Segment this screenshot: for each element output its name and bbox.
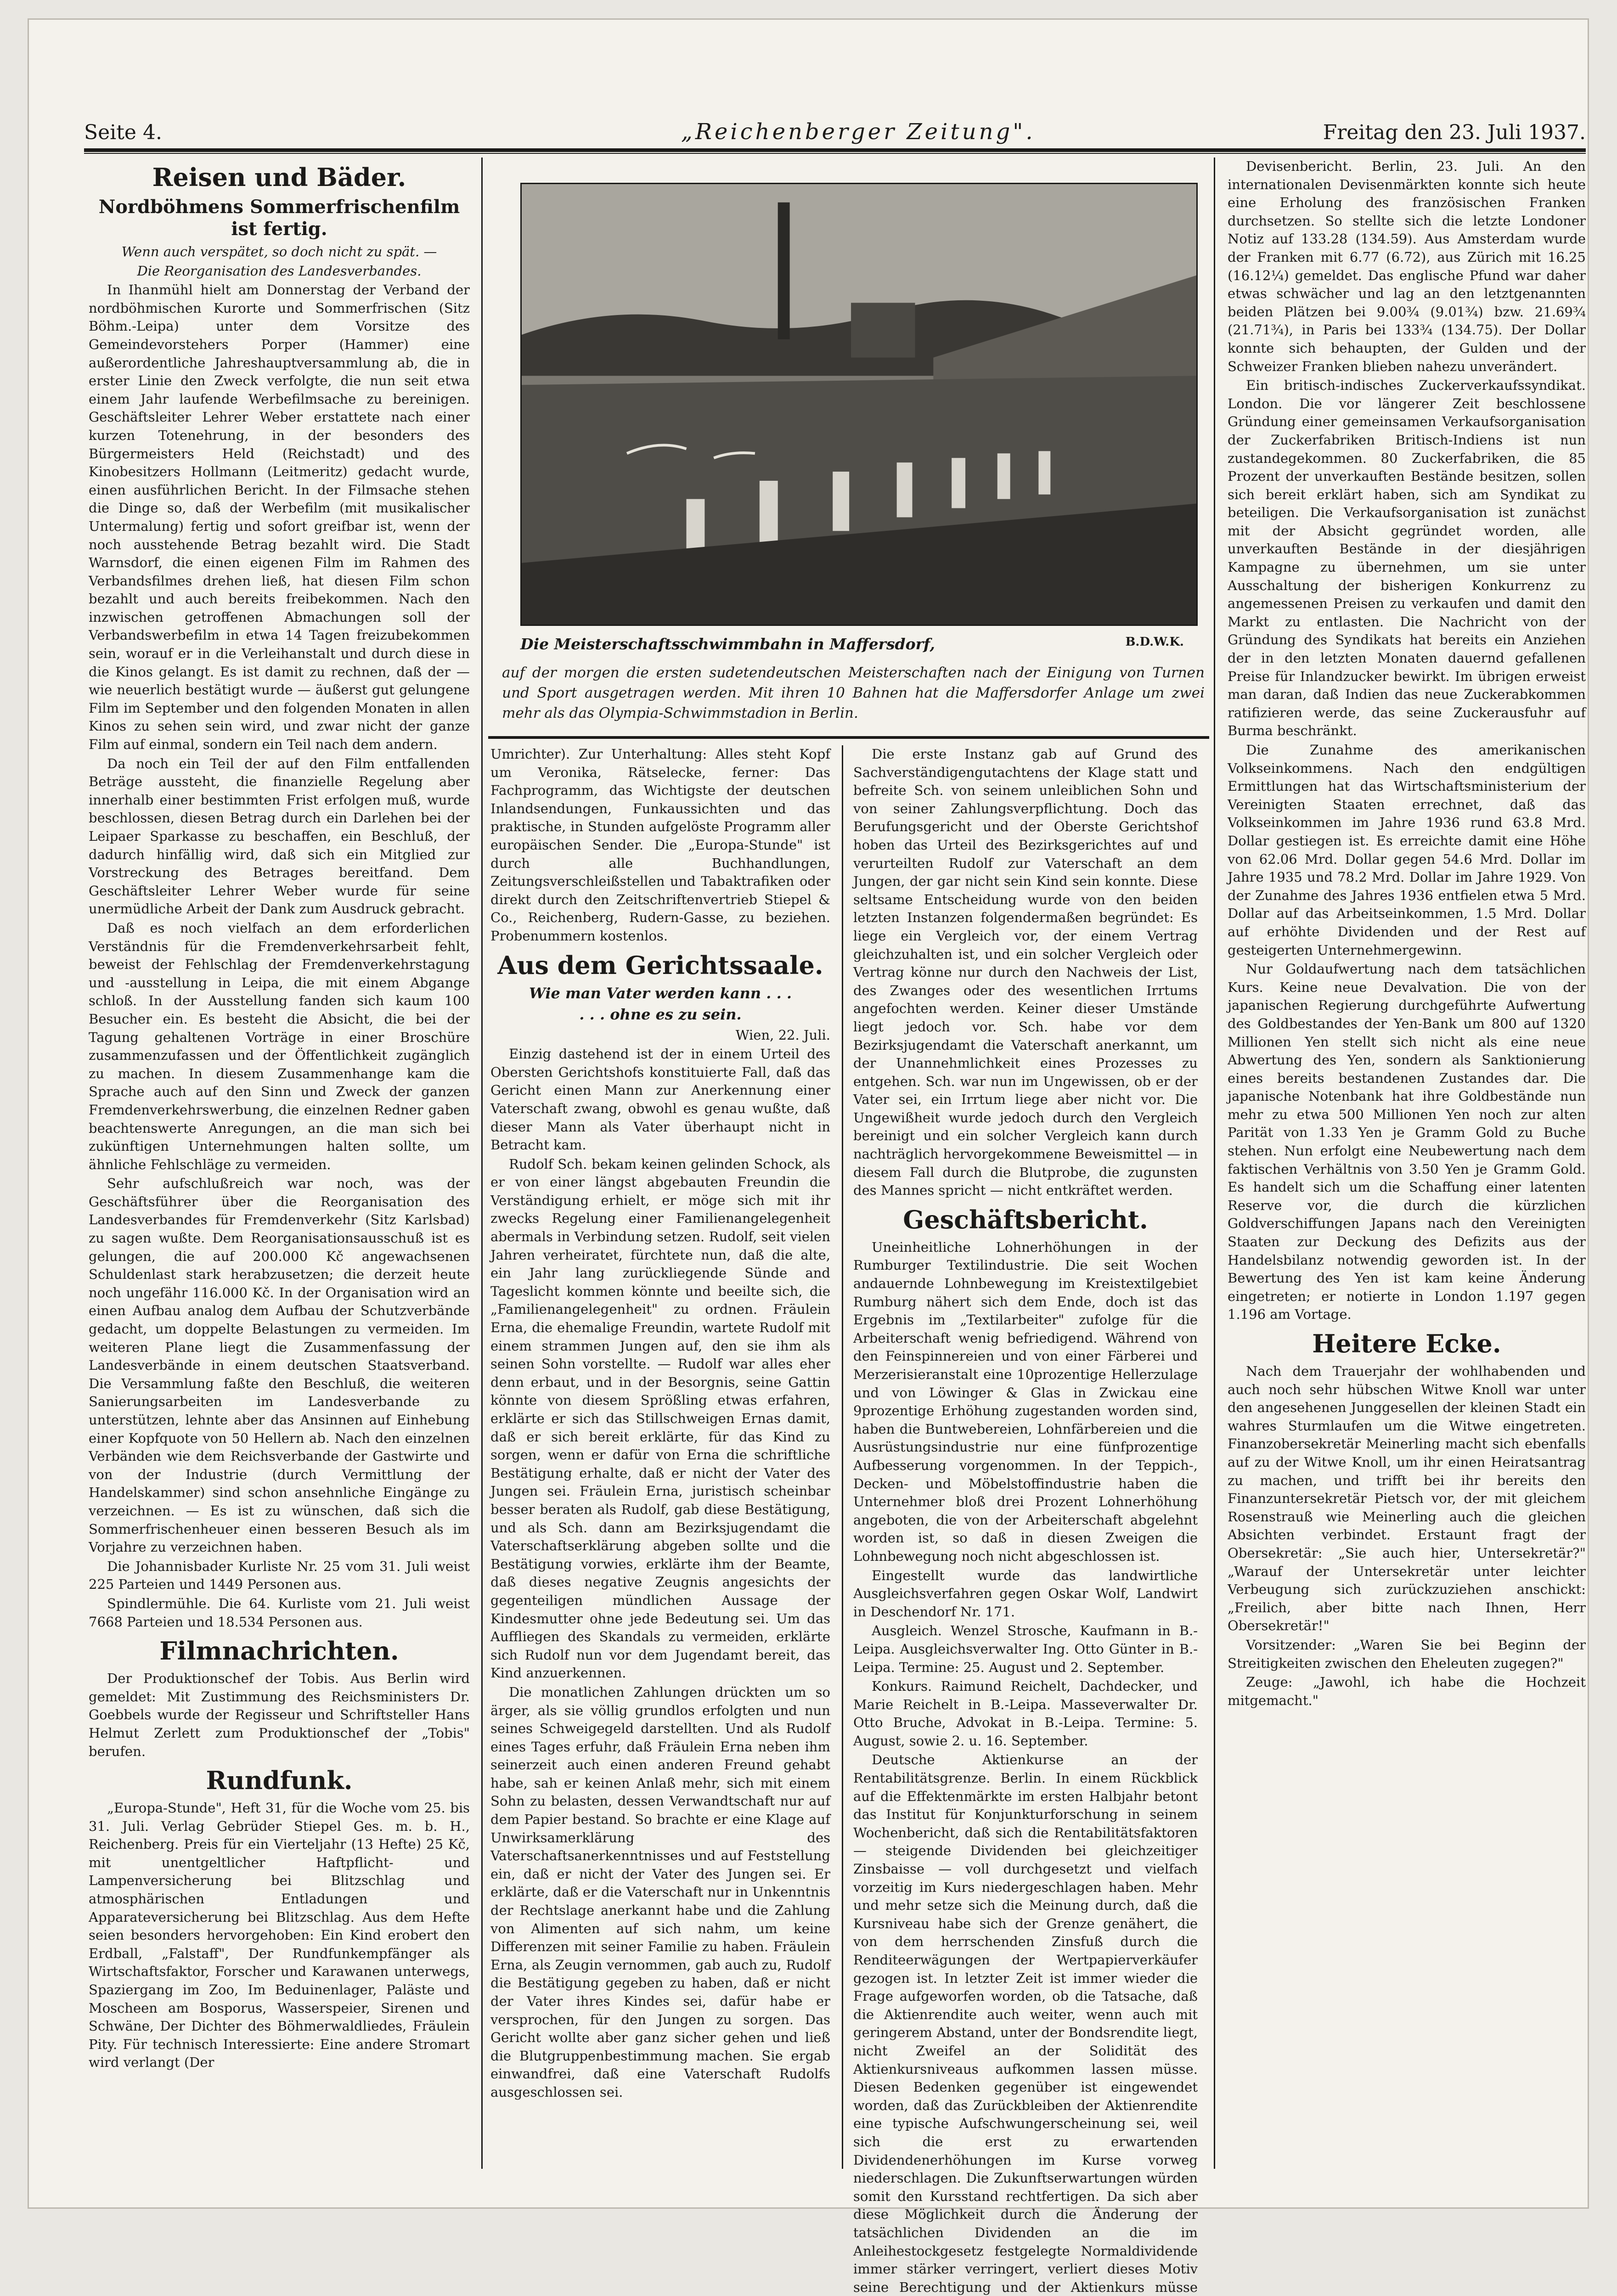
issue-date: Freitag den 23. Juli 1937. bbox=[1323, 121, 1586, 144]
paragraph: Da noch ein Teil der auf den Film entfallenden Beträge aussteht, die finanzielle Regelung aber innerhalb einer bestimmten Frist erfolgen muß, wurde beschlossen, diesen Betrag durch ein Darlehen bei der Leipaer Sparkasse zu beschaffen, ein Beschluß, der dadurch hinfällig wird, daß sich ein Mitglied zur Vorstreckung des Betrages bereitfand. Dem Geschäftsleiter Lehrer Weber wurde für seine unermüdliche Arbeit der Dank zum Ausdruck gebracht. bbox=[89, 755, 470, 917]
subhead-travel-2: Die Reorganisation des Landesverbandes. bbox=[137, 263, 422, 279]
paragraph: Ausgleich. Wenzel Strosche, Kaufmann in B.-Leipa. Ausgleichsverwalter Ing. Otto Günter in B.-Leipa. Termine: 25. August und 2. September. bbox=[853, 1623, 1198, 1675]
newspaper-page bbox=[28, 18, 1589, 2295]
paragraph: Daß es noch vielfach an dem erforderlichen Verständnis für die Fremdenverkehrsarbeit fehlt, beweist der Fehlschlag der Fremdenverkehrstagung und -ausstellung in Leipa, die mit einem Abgange schloß. In der Ausstellung fanden sich kaum 100 Besucher ein. Es besteht die Absicht, die bei der Tagung gehaltenen Vorträge in einer Broschüre zusammenzufassen und der Öffentlichkeit zugänglich zu machen. In diesem Zusammenhange kam die Sprache auch auf den Sinn und Zweck der ganzen Fremdenverkehrswerbung, die einzelnen Redner gaben beachtenswerte Anregungen, an die man sich bei zukünftigen Unternehmungen halten sollte, um ähnliche Fehlschläge zu vermeiden. bbox=[89, 920, 470, 1172]
photo-bottom-rule bbox=[488, 736, 1209, 739]
paragraph: Deutsche Aktienkurse an der Rentabilitätsgrenze. Berlin. In einem Rückblick auf die Effektenmärkte im ersten Halbjahr betont das Institut für Konjunkturforschung in seinem Wochenbericht, daß sich die Rentabilitätsfaktoren — steigende Dividenden bei gleichzeitiger Zinsbaisse — voll durchgesetzt und vielfach vorzeitig im Kurs niedergeschlagen haben. Mehr und mehr setze sich die Meinung durch, daß die Kursniveau habe sich der Grenze genähert, die von dem herrschenden Zinsfuß durch die Renditeerwägungen der Wertpapierverkäufer gezogen ist. In letzter Zeit ist immer wieder die Frage aufgeworfen worden, ob die Tatsache, daß die Aktienrendite auch weiter, wenn auch mit geringerem Abstand, unter der Bondsrendite liegt, nicht Zweifel an der Solidität des Aktienkursniveaus aufkommen lassen müsse. Diesen Bedenken gegenüber ist eingewendet worden, daß das Zurückbleiben der Aktienrendite eine typische Aufschwungerscheinung sei, weil sich die erst zu erwartenden Dividendenerhöhungen im Kurse vorweg niederschlagen. Die Zukunftserwartungen würden somit den Kursstand rechtfertigen. Da sich aber diese Möglichkeit durch die Änderung der tatsächlichen Dividenden an die im Anleihestockgesetz festgelegte Normaldividende immer stärker verringert, verliert dieses Motiv seine Berechtigung und der Aktienkurs müsse bbox=[853, 1752, 1198, 2295]
column-divider bbox=[842, 745, 843, 2169]
court-subhead: Wie man Vater werden kann . . . bbox=[529, 984, 792, 1002]
paragraph: Rudolf Sch. bekam keinen gelinden Schock, als er von einer längst abgebauten Freundin die Verständigung erhielt, er möge sich mit ihr zwecks Regelung einer Familienangelegenheit abermals in Verbindung setzen. Rudolf, seit vielen Jahren verheiratet, fürchtete nun, daß die alte, ein Jahr lang zurückliegende Sünde and Tageslicht kommen könnte und beeilte sich, die „Familienangelegenheit" zu ordnen. Fräulein Erna, die ehemalige Freundin, wartete Rudolf mit einem strammen Jungen auf, den sie ihm als seinen Sohn vorstellte. — Rudolf war alles eher denn erbaut, und in der Besorgnis, seine Gattin könnte von diesem Sprößling etwas erfahren, erklärte er sich das Stillschweigen Ernas damit, daß er sich bereit erklärte, für das Kind zu sorgen, wenn er dafür von Erna die schriftliche Bestätigung erhalte, daß er nicht der Vater des Jungen sei. Fräulein Erna, juristisch scheinbar besser beraten als Rudolf, gab diese Bestätigung, und als Sch. dann am Bezirksjugendamt die Vaterschaftserklärung abgeben sollte und die Bestätigung vorwies, erklärte ihm der Beamte, daß dieses negative Zeugnis angesichts der gegenteiligen mündlichen Aussage der Kindesmutter ohne jede Bedeutung sei. Um das Auffliegen des Skandals zu vermeiden, erklärte sich Rudolf nun vor dem Jugendamt bereit, das Kind anzuerkennen. bbox=[490, 1156, 830, 1681]
paragraph: Sehr aufschlußreich war noch, was der Geschäftsführer über die Reorganisation des Landesverbandes für Fremdenverkehr (Sitz Karlsbad) zu sagen wußte. Dem Reorganisationsausschuß ist es gelungen, die auf 200.000 Kč angewachsenen Schuldenlast stark herabzusetzen; die derzeit heute noch ungefähr 116.000 Kč. In der Organisation wird an einen Aufbau analog dem Aufbau der Schutzverbände gedacht, um doppelte Belastungen zu vermeiden. Im weiteren Plane liegt die Zusammenfassung der Landesverbände in einem deutschen Staatsverband. Die Versammlung faßte den Beschluß, die weiteren Sanierungsarbeiten im Landesverbande zu unterstützen, lehnte aber das Ansinnen auf Einhebung einer Kopfquote von 50 Hellern ab. Nach den einzelnen Verbänden wie dem Reichsverbande der Gastwirte und von der Industrie (durch Vermittlung der Handelskammer) sind schon ansehnliche Eingänge zu verzeichnen. — Es ist zu wünschen, daß sich die Sommerfrischenheuer einen besseren Besuch als im Vorjahre zu verzeichnen haben. bbox=[89, 1176, 470, 1555]
paragraph: Vorsitzender: „Waren Sie bei Beginn der Streitigkeiten zwischen den Eheleuten zugegen?" bbox=[1228, 1637, 1586, 1671]
paragraph: In Ihanmühl hielt am Donnerstag der Verband der nordböhmischen Kurorte und Sommerfrischen (Sitz Böhm.-Leipa) unter dem Vorsitze des Gemeindevorstehers Porper (Hammer) eine außerordentliche Jahreshauptversammlung ab, die in erster Linie den Zweck verfolgte, die nun seit etwa einem Jahr laufende Werbefilmsache zu bereinigen. Geschäftsleiter Lehrer Weber erstattete nach einer kurzen Totenehrung, in der besonders des Bürgermeisters Held (Reichstadt) und des Kinobesitzers Hollmann (Leitmeritz) gedacht wurde, einen ausführlichen Bericht. In der Filmsache stehen die Dinge so, daß der Werbefilm (mit musikalischer Untermalung) fertig und sofort greifbar ist, wenn der noch ausstehende Betrag bezahlt wird. Die Stadt Warnsdorf, die einen eigenen Film im Rahmen des Verbandsfilmes drehen ließ, hat diesen Film schon bezahlt und auch bereits freibekommen. Nach den inzwischen getroffenen Abmachungen soll der Verbandswerbefilm in etwa 14 Tagen freizubekommen sein, worauf er in die Verleihanstalt und durch diese in die Kinos gelangt. Es ist damit zu rechnen, daß der — wie neuerlich bestätigt wurde — äußerst gut gelungene Film im September und den folgenden Monaten in allen Kinos zu sehen sein wird, und zwar nicht der ganze Film auf einmal, sondern ein Teil nach dem andern. bbox=[89, 282, 470, 753]
headline-travel: Nordböhmens Sommerfrischenfilm ist fertig. bbox=[98, 196, 460, 240]
column-divider bbox=[1214, 158, 1215, 2169]
paragraph: Konkurs. Raimund Reichelt, Dachdecker, und Marie Reichelt in B.-Leipa. Masseverwalter Dr. Otto Bruche, Advokat in B.-Leipa. Termine: 5. August, sowie 2. u. 16. September. bbox=[853, 1678, 1198, 1749]
section-heading-business: Geschäftsbericht. bbox=[903, 1204, 1148, 1234]
paragraph: Nur Goldaufwertung nach dem tatsächlichen Kurs. Keine neue Devalvation. Die von der japanischen Regierung durchgeführte Aufwertung des Goldbestandes der Yen-Bank um 800 auf 1320 Millionen Yen stellt sich nicht als eine neue Abwertung des Yen, sondern als Sanktionierung eines bereits bestandenen Zustandes dar. Die japanische Notenbank hat ihre Goldbestände nun mehr zu etwa 500 Millionen Yen noch zur alten Parität von 1.33 Yen je Gramm Gold zu Buche stehen. Nun erfolgt eine Neubewertung nach dem faktischen Verhältnis von 3.50 Yen je Gramm Gold. Es handelt sich um die Schaffung einer latenten Reserve vor, die durch die kürzlichen Goldverschiffungen Japans nach den Vereinigten Staaten zur Deckung des Defizits aus der Handelsbilanz notwendig geworden ist. In der Bewertung des Yen ist kam keine Änderung eingetreten; er notierte in London 1.197 gegen 1.196 am Vortage. bbox=[1228, 961, 1586, 1322]
paragraph: Nach dem Trauerjahr der wohlhabenden und auch noch sehr hübschen Witwe Knoll war unter den angesehenen Junggesellen der kleinen Stadt ein wahres Sturmlaufen um die Witwe eingetreten. Finanzobersekretär Meinerling macht sich ebenfalls auf zu der Witwe Knoll, um ihr einen Heiratsantrag zu machen, und trifft bei ihr bereits den Finanzuntersekretär Pietsch vor, der mit gleichem Rosenstrauß wie Meinerling auch die gleichen Absichten verbindet. Erstaunt fragt der Obersekretär: „Sie auch hier, Untersekretär?" „Warauf der Untersekretär unter leichter Verbeugung sich zurückzuziehen anschickt: „Freilich, aber bitte nach Ihnen, Herr Obersekretär!" bbox=[1228, 1363, 1586, 1634]
court-dateline: Wien, 22. Juli. bbox=[735, 1027, 830, 1043]
page-header bbox=[84, 116, 1586, 148]
section-heading-court: Aus dem Gerichtssaale. bbox=[497, 950, 823, 980]
column-1 bbox=[89, 158, 470, 2169]
notice: Spindlermühle. Die 64. Kurliste vom 21. Juli weist 7668 Parteien und 18.534 Personen aus. bbox=[89, 1595, 470, 1630]
paragraph: Die monatlichen Zahlungen drückten um so ärger, als sie völlig grundlos erfolgten und nun seines Schweigegeld darstellten. Und als Rudolf eines Tages erfuhr, daß Fräulein Erna neben ihm seinerzeit auch einen anderen Freund gehabt habe, sah er keinen Anlaß mehr, sich mit einem Sohn zu belasten, dessen Verwandtschaft nur auf dem Papier bestand. So brachte er eine Klage auf Unwirksamerklärung des Vaterschaftsanerkenntnisses und auf Feststellung ein, daß er nicht der Vater des Jungen sei. Er erklärte, daß er die Vaterschaft nur in Unkenntnis der Rechtslage anerkannt habe und die Zahlung von Alimenten auf sich nahm, um keine Differenzen mit seiner Familie zu haben. Fräulein Erna, als Zeugin vernommen, gab auch zu, Rudolf die Bestätigung gegeben zu haben, daß er nicht der Vater ihres Kindes sei, dafür habe er versprochen, für den Jungen zu sorgen. Das Gericht wollte aber ganz sicher gehen und ließ die Blutgruppenbestimmung machen. Sie ergab einwandfrei, daß eine Vaterschaft Rudolfs ausgeschlossen sei. bbox=[490, 1684, 830, 2100]
paragraph: Eingestellt wurde das landwirtliche Ausgleichsverfahren gegen Oskar Wolf, Landwirt in Deschendorf Nr. 171. bbox=[853, 1567, 1198, 1620]
swimming-pool-photo bbox=[520, 183, 1198, 626]
section-heading-humor: Heitere Ecke. bbox=[1312, 1329, 1501, 1358]
page-number: Seite 4. bbox=[84, 121, 162, 144]
subhead-travel: Wenn auch verspätet, so doch nicht zu spät. — bbox=[121, 244, 437, 259]
newspaper-title: „Reichenberger Zeitung". bbox=[681, 119, 1036, 145]
paragraph: Der Produktionschef der Tobis. Aus Berlin wird gemeldet: Mit Zustimmung des Reichsministers Dr. Goebbels wurde der Regisseur und Schriftsteller Hans Helmut Zerlett zum Produktionschef der „Tobis" berufen. bbox=[89, 1671, 470, 1759]
paragraph: Zeuge: „Jawohl, ich habe die Hochzeit mitgemacht." bbox=[1228, 1674, 1586, 1708]
paragraph: Ein britisch-indisches Zuckerverkaufssyndikat. London. Die vor längerer Zeit beschlossene Gründung einer gemeinsamen Verkaufsorganisation der Zuckerfabriken Britisch-Indiens ist nun zustandegekommen. 80 Zuckerfabriken, die 85 Prozent der unverkauften Bestände besitzen, sollen sich bereit erklärt haben, sich am Syndikat zu beteiligen. Die Verkaufsorganisation ist zunächst mit der Absicht gegründet worden, alle unverkauften Bestände in der diesjährigen Kampagne zu übernehmen, um sie unter Ausschaltung der bisherigen Konkurrenz zu angemessenen Preisen zu verkaufen und damit den Markt zu entlasten. Die Nachricht von der Gründung des Syndikats hat bereits ein Anziehen der in den letzten Monaten dauernd gefallenen Preise für Inlandzucker bewirkt. Im übrigen erweist man daran, daß Indien das neue Zuckerabkommen ratifizieren werde, das seine Zuckerausfuhr auf Burma beschränkt. bbox=[1228, 377, 1586, 739]
section-heading-radio: Rundfunk. bbox=[206, 1766, 353, 1795]
column-divider bbox=[481, 158, 483, 2169]
photo-description: auf der morgen die ersten sudetendeutschen Meisterschaften nach der Einigung von Turnen und Sport ausgetragen werden. Mit ihren 10 Bahnen hat die Maffersdorfer Anlage um zwei mehr als das Olympia-Schwimmstadion in Berlin. bbox=[502, 664, 1205, 721]
paragraph: Umrichter). Zur Unterhaltung: Alles steht Kopf um Veronika, Rätselecke, ferner: Das Fachprogramm, das Wichtigste der deutschen Inlandsendungen, Funkaussichten und das praktische, in Stunden aufgelöste Programm aller europäischen Sender. Die „Europa-Stunde" ist durch alle Buchhandlungen, Zeitungsverschleißstellen und Tabaktrafiken oder direkt durch den Zeitschriftenvertrieb Stiepel & Co., Reichenberg, Rudern-Gasse, zu beziehen. Probenummern kostenlos. bbox=[490, 746, 830, 944]
caption-text: Die Meisterschaftsschwimmbahn in Maffersdorf, bbox=[520, 635, 935, 653]
notice: Die Johannisbader Kurliste Nr. 25 vom 31. Juli weist 225 Parteien und 1449 Personen aus. bbox=[89, 1558, 470, 1593]
header-rule bbox=[84, 148, 1586, 154]
photo-caption bbox=[520, 635, 1198, 653]
paragraph: Die Zunahme des amerikanischen Volkseinkommens. Nach den endgültigen Ermittlungen hat das Wirtschaftsministerium der Vereinigten Staaten errechnet, daß das Volkseinkommen im Jahre 1936 rund 63.8 Mrd. Dollar gestiegen ist. Es erreichte damit eine Höhe von 62.06 Mrd. Dollar gegen 54.6 Mrd. Dollar im Jahre 1935 und 78.2 Mrd. Dollar im Jahre 1929. Von der Zunahme des Jahres 1936 entfielen etwa 5 Mrd. Dollar auf das Arbeitseinkommen, 1.5 Mrd. Dollar auf erhöhte Dividenden und der Rest auf gesteigerten Unternehmergewinn. bbox=[1228, 742, 1586, 958]
paragraph: Die erste Instanz gab auf Grund des Sachverständigengutachtens der Klage statt und befreite Sch. von seinem unleiblichen Sohn und von seiner Zahlungsverpflichtung. Doch das Berufungsgericht und der Oberste Gerichtshof hoben das Urteil des Bezirksgerichtes auf und verurteilten Rudolf zur Vaterschaft an dem Jungen, der gar nicht sein Kind sein konnte. Diese seltsame Entscheidung wurde von den beiden letzten Instanzen folgendermaßen begründet: Es liege ein Vergleich vor, der einem Vertrag gleichzuhalten ist, und ein solcher Vergleich oder Vertrag könne nur durch den Nachweis der List, des Zwanges oder des wesentlichen Irrtums angefochten werden. Keiner dieser Umstände liegt jedoch vor. Sch. habe vor dem Bezirksjugendamt die Vaterschaft anerkannt, um der Unannehmlichkeit eines Prozesses zu entgehen. Sch. war nun im Ungewissen, ob er der Vater sei, ein Irrtum liege aber nicht vor. Die Ungewißheit wurde jedoch durch den Vergleich bereinigt und ein solcher Vergleich kann durch nachträglich hervorgekommene Beweismittel — in diesem Fall durch die Blutprobe, die zugunsten des Mannes spricht — nicht entkräftet werden. bbox=[853, 746, 1198, 1199]
section-heading-film: Filmnachrichten. bbox=[159, 1636, 399, 1666]
photo-credit: B.D.W.K. bbox=[1125, 635, 1184, 649]
photo-image bbox=[522, 184, 1196, 625]
section-heading-travel: Reisen und Bäder. bbox=[152, 163, 406, 192]
paragraph: Devisenbericht. Berlin, 23. Juli. An den internationalen Devisenmärkten konnte sich heute eine Erholung des französischen Franken durchsetzen. So stellte sich die letzte Londoner Notiz auf 133.28 (134.59). Aus Amsterdam wurde der Franken mit 6.77 (6.72), aus Zürich mit 16.25 (16.12¼) gemeldet. Das englische Pfund war daher etwas schwächer und lag an den letztgenannten beiden Plätzen bei 9.00¾ (9.01¾) bzw. 21.69¾ (21.71¾), in Paris bei 133¾ (134.75). Der Dollar konnte sich behaupten, der Gulden und der Schweizer Franken blieben nahezu unverändert. bbox=[1228, 158, 1586, 374]
column-2 bbox=[490, 745, 830, 2169]
paragraph: Einzig dastehend ist der in einem Urteil des Obersten Gerichtshofs konstituierte Fall, daß das Gericht einen Mann zur Anerkennung einer Vaterschaft zwang, obwohl es genau wußte, daß dieser Mann als Vater überhaupt nicht in Betracht kam. bbox=[490, 1046, 830, 1153]
court-subhead-2: . . . ohne es zu sein. bbox=[579, 1005, 742, 1023]
paragraph: Uneinheitliche Lohnerhöhungen in der Rumburger Textilindustrie. Die seit Wochen andauernde Lohnbewegung im Kreistextilgebiet Rumburg nähert sich dem Ende, doch ist das Ergebnis im „Textilarbeiter" zufolge für die Arbeiterschaft wenig befriedigend. Während von den Feinspinnereien und von einer Färberei und Merzerisieranstalt eine 10prozentige Hellerzulage und von Löwinger & Glas in Zwickau eine 9prozentige Erhöhung zugestanden worden sind, haben die Buntwebereien, Lohnfärbereien und die Ausrüstungsindustrie nur eine fünfprozentige Aufbesserung vorgenommen. In der Teppich-, Decken- und Möbelstoffindustrie haben die Unternehmer bloß drei Prozent Lohnerhöhung angeboten, die von der Arbeiterschaft abgelehnt worden ist, so daß in diesen Zweigen die Lohnbewegung noch nicht abgeschlossen ist. bbox=[853, 1239, 1198, 1564]
column-4 bbox=[1228, 158, 1586, 2169]
paragraph: „Europa-Stunde", Heft 31, für die Woche vom 25. bis 31. Juli. Verlag Gebrüder Stiepel Ges. m. b. H., Reichenberg. Preis für ein Vierteljahr (13 Hefte) 25 Kč, mit unentgeltlicher Haftpflicht- und Lampenversicherung bei Blitzschlag und atmosphärischen Entladungen und Apparateversicherung bei Blitzschlag. Aus dem Hefte seien besonders hervorgehoben: Ein Kind erobert den Erdball, „Falstaff", Der Rundfunkempfänger als Wirtschaftsfaktor, Forscher und Karawanen unterwegs, Spaziergang im Zoo, Im Beduinenlager, Paläste und Moscheen am Bosporus, Wasserspeier, Sirenen und Schwäne, Der Dichter des Böhmerwaldliedes, Fräulein Pity. Für technisch Interessierte: Eine andere Stromart wird verlangt (Der bbox=[89, 1800, 470, 2071]
column-3 bbox=[853, 745, 1198, 2295]
